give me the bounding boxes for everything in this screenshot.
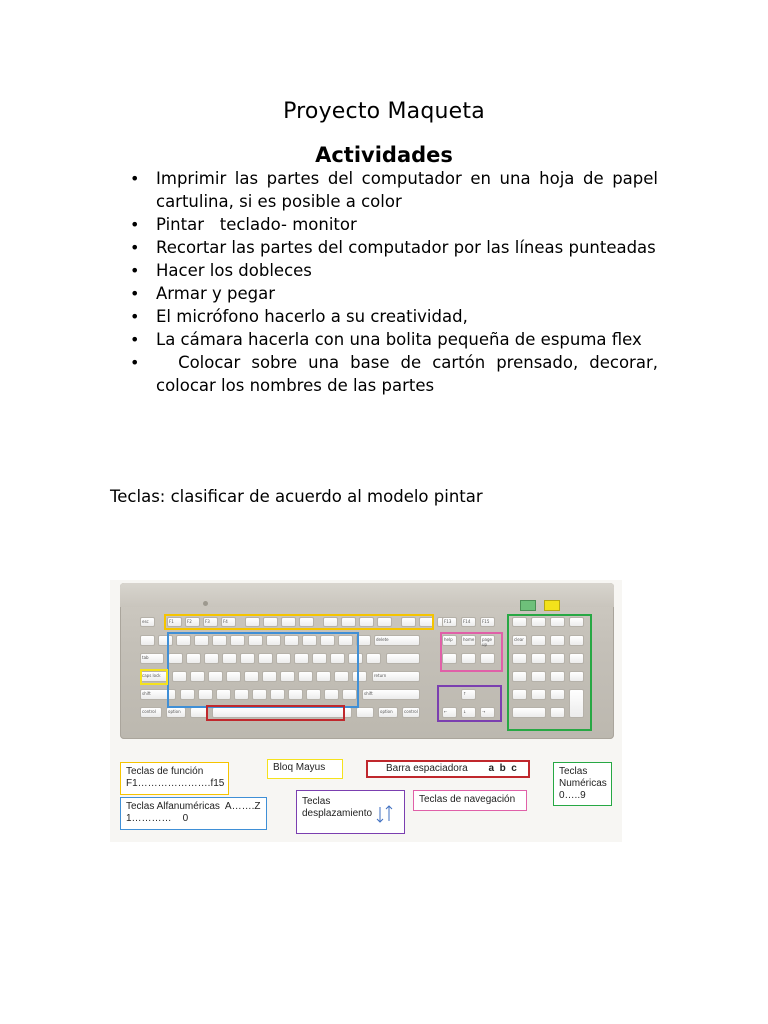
keyboard-key: delete: [374, 635, 420, 646]
legend-navigation: [413, 790, 527, 811]
keyboard-key: F15: [480, 617, 495, 627]
keyboard-key: option: [166, 707, 186, 718]
keyboard-key: F1: [167, 617, 182, 627]
highlight-arrow-keys: [437, 685, 502, 722]
keyboard-key: page up: [480, 635, 495, 646]
keyboard-top-edge: [120, 583, 614, 607]
legend-line: Barra espaciadora: [386, 763, 468, 774]
keyboard-key: [366, 653, 381, 664]
activity-item: • Hacer los dobleces: [156, 259, 658, 282]
activity-item: • Pintar teclado- monitor: [156, 213, 658, 236]
keyboard-key: caps lock: [140, 671, 168, 682]
legend-line: Numéricas: [559, 778, 607, 789]
legend-line: Teclas: [302, 796, 331, 807]
legend-space-bar: [366, 760, 530, 778]
page-subtitle: Actividades: [315, 143, 453, 168]
legend-line: desplazamiento: [302, 808, 373, 819]
highlight-space-bar: [206, 705, 345, 721]
keyboard-key: home: [461, 635, 476, 646]
keyboard-key: [140, 635, 155, 646]
keyboard-key: ↑: [461, 689, 476, 700]
keyboard-key: F13: [442, 617, 457, 627]
indicator-light-yellow: [544, 600, 560, 611]
keyboard-key: esc: [140, 617, 155, 627]
activity-item: • Imprimir las partes del computador en una hoja de papel cartulina, si es posible a color: [156, 167, 658, 213]
keyboard-key: shift: [140, 689, 176, 700]
highlight-numeric-keys: [507, 614, 592, 731]
keyboard-key: ↓: [461, 707, 476, 718]
keyboard-key: F3: [203, 617, 218, 627]
legend-line: F1………………….f15: [126, 778, 225, 789]
legend-function-keys: [120, 762, 229, 795]
activity-item: • La cámara hacerla con una bolita pequeña de espuma flex: [156, 328, 658, 351]
keyboard-key: tab: [140, 653, 164, 664]
keyboard-key: F2: [185, 617, 200, 627]
up-down-arrows-icon: [374, 803, 396, 825]
activity-item: • Colocar sobre una base de cartón prensado, decorar, colocar los nombres de las partes: [156, 351, 658, 397]
legend-line: Teclas: [559, 766, 588, 777]
keyboard-image: [120, 583, 614, 739]
activity-item: • El micrófono hacerlo a su creatividad,: [156, 305, 658, 328]
keyboard-key: F14: [461, 617, 476, 627]
keyboard-key: control: [402, 707, 420, 718]
legend-line: Teclas de navegación: [419, 794, 516, 805]
highlight-alphanumeric: [167, 632, 359, 708]
highlight-navigation: [440, 632, 503, 672]
legend-caps-lock: [267, 759, 343, 779]
classify-instruction: Teclas: clasificar de acuerdo al modelo pintar: [110, 487, 483, 506]
legend-alphanumeric: [120, 797, 267, 830]
indicator-light-green: [520, 600, 536, 611]
keyboard-figure: [110, 580, 622, 842]
legend-numeric-keys: [553, 762, 612, 806]
keyboard-key: [386, 653, 420, 664]
activity-item: • Recortar las partes del computador por las líneas punteadas: [156, 236, 658, 259]
keyboard-key: shift: [362, 689, 420, 700]
keyboard-key: →: [480, 707, 495, 718]
legend-line: Teclas de función: [126, 766, 204, 777]
highlight-function-keys: [164, 614, 434, 630]
legend-line: Bloq Mayus: [273, 762, 326, 773]
legend-letters: a b c: [488, 763, 517, 774]
legend-line: 0…..9: [559, 790, 586, 801]
keyboard-key: help: [442, 635, 457, 646]
keyboard-key: option: [378, 707, 398, 718]
activity-list: [156, 167, 664, 397]
activity-item: • Armar y pegar: [156, 282, 658, 305]
keyboard-key: clear: [512, 635, 527, 646]
highlight-caps-lock: [140, 669, 168, 685]
legend-line: 1………… 0: [126, 813, 189, 824]
legend-line: Teclas Alfanuméricas A…….Z: [126, 801, 261, 812]
keyboard-key: F4: [221, 617, 236, 627]
page-title: Proyecto Maqueta: [283, 98, 485, 124]
keyboard-key: return: [372, 671, 420, 682]
legend-arrow-keys: [296, 790, 405, 834]
keyboard-key: [356, 707, 374, 718]
keyboard-key: ←: [442, 707, 457, 718]
keyboard-screw: [203, 601, 208, 606]
keyboard-key: control: [140, 707, 162, 718]
